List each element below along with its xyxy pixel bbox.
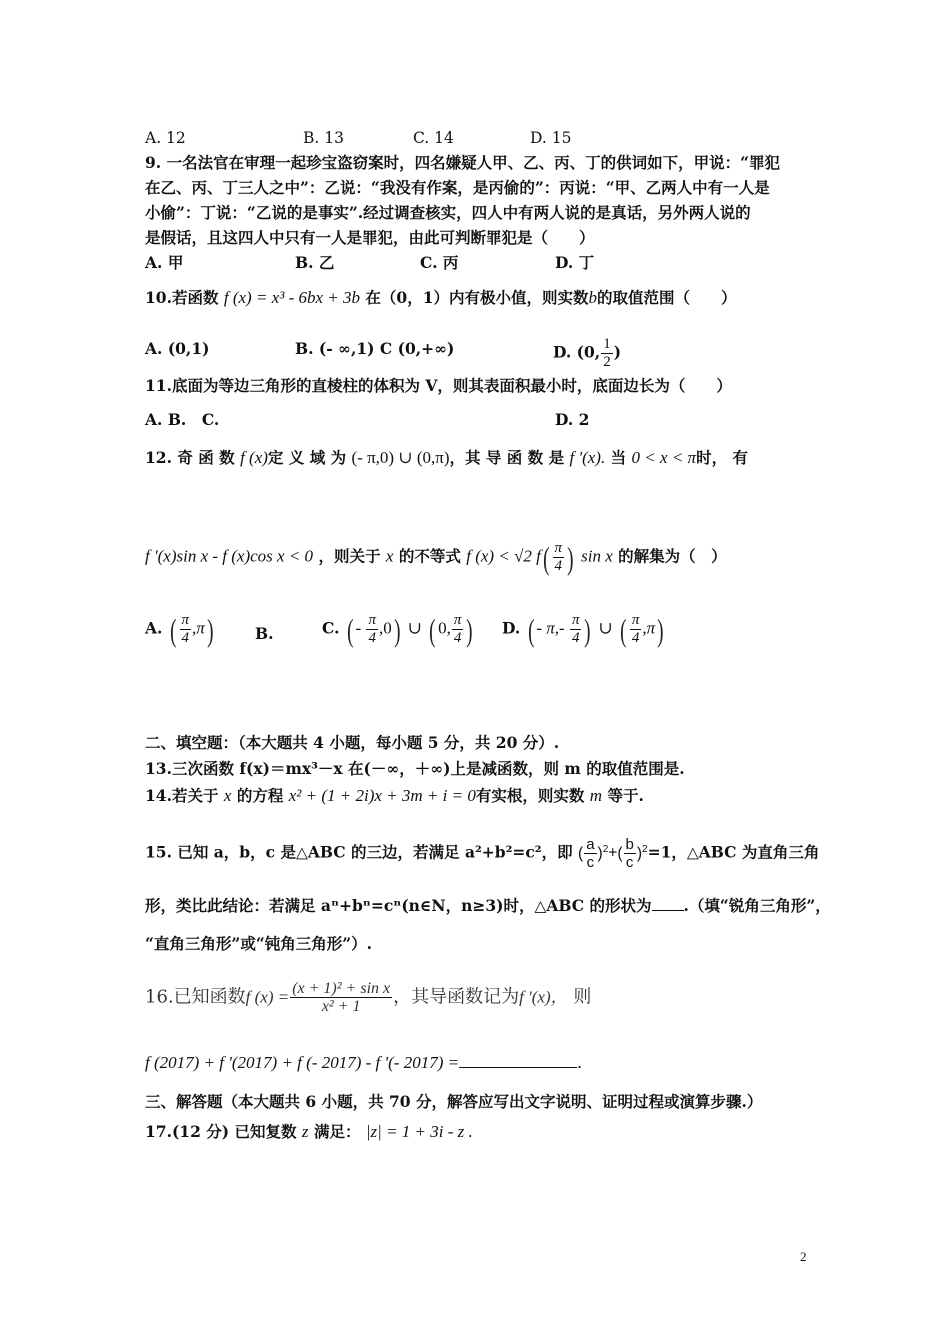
q12-option-b: B.: [255, 624, 274, 643]
q8-option-b: B. 13: [303, 129, 344, 147]
q16-expression: f (2017) + f '(2017) + f (- 2017) - f '(- 2017) =: [145, 1053, 460, 1072]
q12-option-c: [322, 612, 475, 647]
q15-plus: +: [608, 844, 618, 862]
q14-post: 有实根，则实数: [475, 786, 585, 805]
q12-l1-b: 定 义 域 为: [267, 448, 347, 467]
q15-pre: 15. 已知 a，b，c 是△ABC 的三边，若满足 a²+b²=c²，即: [145, 842, 573, 862]
section-2-heading: 二、填空题：（本大题共 4 小题，每小题 5 分，共 20 分）.: [145, 733, 560, 752]
q12-c2-four: 4: [453, 630, 462, 646]
q10-middle: 在（0，1）内有极小值，则实数: [365, 288, 589, 307]
q10-prefix: 10.若函数: [145, 288, 219, 307]
q12-option-a: [145, 612, 215, 647]
q10-option-d-open: D. (0,: [553, 342, 601, 362]
q11-option-d: D. 2: [555, 410, 590, 429]
page-number: 2: [800, 1249, 807, 1264]
q12-l1-e: 时， 有: [696, 448, 748, 467]
q14: [145, 786, 644, 806]
q15-answer-blank[interactable]: [652, 896, 684, 911]
q13: 13.三次函数 f(x)＝mx³－x 在(－∞，＋∞)上是减函数，则 m 的取值范围是.: [145, 759, 685, 778]
q12-l1-c: ，其 导 函 数 是: [449, 448, 565, 467]
q12-d2-tail: ,π: [642, 618, 656, 638]
q12-l1-domain: (- π,0) ∪ (0,π): [351, 448, 450, 467]
q12-c2-pre: 0,: [438, 618, 451, 638]
q14-mid: 的方程: [236, 786, 284, 805]
q16-post: 则: [573, 986, 592, 1008]
q12-l1-d: 当: [610, 448, 627, 467]
q15-b: b: [625, 836, 634, 853]
q9-line-1: 9. 一名法官在审理一起珍宝盗窃案时，四名嫌疑人甲、乙、丙、丁的供词如下，甲说：“罪犯: [145, 153, 780, 172]
q12-d-four: 4: [571, 630, 580, 646]
q10-function: f (x) = x³ - 6bx + 3b: [223, 288, 361, 307]
q15-frac2: ( $\frac{b}{c}$ )$^2$: [617, 836, 648, 871]
q12-d2-pi: π: [631, 612, 640, 628]
q12-d2-four: 4: [631, 630, 640, 646]
q10-stem: [145, 288, 737, 308]
q12-d-po: (: [527, 611, 535, 648]
q10-options: [145, 336, 785, 376]
q15-sq2: 2: [642, 843, 648, 855]
q12-l2-b: 的不等式: [398, 546, 461, 566]
q12-a-pc: ): [206, 611, 214, 648]
q15-line-3: “直角三角形”或“钝角三角形”）.: [145, 934, 373, 953]
q12-d2-po: (: [620, 611, 627, 648]
q9-line-3: 小偷”：丁说：“乙说的是事实”.经过调查核实，四人中有两人说的是真话，另外两人说的: [145, 203, 751, 222]
q14-pre: 14.若关于: [145, 786, 219, 805]
q12-d-pre: - π,-: [536, 618, 569, 638]
q10-option-bc: B. (- ∞,1) C (0,+∞): [295, 339, 455, 358]
q15-line-1: [145, 836, 819, 876]
q14-x: x: [223, 786, 232, 805]
q15-line-2: [145, 896, 831, 916]
q12-l2-x: x: [385, 546, 394, 566]
q15-a: a: [586, 836, 595, 853]
q12-line-2: [145, 540, 727, 590]
q15-l2-end: .（填“锐角三角形”，: [683, 896, 831, 915]
q12-l1-fprime: f '(x).: [569, 448, 606, 467]
q16-fx: f (x) =: [245, 987, 290, 1007]
q15-c2: c: [625, 854, 634, 871]
q12-a-label: A.: [145, 618, 163, 638]
q12-d-label: D.: [502, 618, 521, 638]
q11-option-abc: A. B. C.: [145, 410, 220, 429]
q12-l2-paren-open: (: [543, 539, 550, 576]
q11-stem: 11.底面为等边三角形的直棱柱的体积为 V，则其表面积最小时，底面边长为（ ）: [145, 376, 732, 395]
q16-end: .: [577, 1054, 583, 1072]
q12-l1-fx: f (x): [240, 448, 268, 467]
q12-a-four: 4: [181, 630, 189, 646]
q16-numerator: (x + 1)² + sin x: [292, 980, 391, 997]
q14-m: m: [589, 786, 603, 805]
q9-option-c: C. 丙: [420, 253, 459, 272]
q12-a-po: (: [169, 611, 177, 648]
q17-z: z: [301, 1122, 309, 1141]
q12-l2-expr: f '(x)sin x - f (x)cos x < 0: [145, 546, 314, 566]
q16-line-2: [145, 1053, 582, 1073]
q17-pre: 17.(12 分) 已知复数: [145, 1122, 297, 1141]
q17-equation: |z| = 1 + 3i - z .: [365, 1122, 473, 1141]
q15-sq1: 2: [602, 843, 609, 855]
q9-option-a: A. 甲: [145, 253, 184, 272]
q8-option-d: D. 15: [530, 129, 572, 147]
q12-c-pi: π: [368, 612, 376, 628]
q12-line-1: [145, 448, 748, 468]
q10-option-a: A. (0,1): [145, 339, 210, 358]
q12-l1-a: 12. 奇 函 数: [145, 448, 235, 467]
q12-l2-a: ，则关于: [318, 546, 381, 566]
q12-l2-pi: π: [554, 540, 563, 556]
q10-d-denominator: 2: [603, 354, 611, 370]
q12-d2-pc: ): [657, 611, 664, 648]
q12-c-pc: ): [393, 611, 401, 648]
q12-c2-pi: π: [453, 612, 462, 628]
q16-line-1: [145, 980, 591, 1024]
q15-c: c: [586, 854, 595, 871]
q12-l2-four: 4: [554, 558, 563, 574]
q16-fprime: f '(x)，: [519, 987, 568, 1007]
q10-suffix: 的取值范围（ ）: [597, 288, 737, 307]
q15-frac1: ( $\frac{a}{c}$ )$^2$: [578, 836, 609, 871]
q12-l2-ineq: f (x) < √2 f: [466, 546, 541, 566]
q16-answer-blank[interactable]: [459, 1053, 577, 1068]
q16-pre: 16.已知函数: [145, 986, 246, 1008]
q12-c-cup: ∪: [407, 618, 423, 638]
q12-option-d: [502, 612, 666, 647]
q12-c-label: C.: [322, 618, 340, 638]
q10-option-d: [553, 336, 621, 371]
q12-c-pre: -: [355, 618, 366, 638]
q12-a-pi: π: [181, 612, 190, 628]
q16-denominator: x² + 1: [321, 998, 361, 1015]
q10-option-d-close: ): [613, 342, 622, 362]
q12-c2-po: (: [429, 611, 436, 648]
q12-d-pc: ): [584, 611, 591, 648]
q14-equation: x² + (1 + 2i)x + 3m + i = 0: [288, 786, 476, 805]
q17: [145, 1122, 473, 1142]
q9-option-d: D. 丁: [555, 253, 595, 272]
q12-l1-ineq: 0 < x < π: [631, 448, 697, 467]
q12-l2-paren-close: ): [567, 539, 574, 576]
q12-l2-sin: sin x: [581, 546, 613, 566]
q15-eq: =1，△ABC 为直角三角: [647, 842, 820, 862]
q8-option-a: A. 12: [145, 129, 186, 147]
q12-c-po: (: [347, 611, 354, 648]
section-3-heading: 三、解答题（本大题共 6 小题，共 70 分，解答应写出文字说明、证明过程或演算步骤.）: [145, 1092, 763, 1111]
q16-mid: ，其导函数记为: [393, 986, 520, 1008]
q10-d-numerator: 1: [603, 336, 611, 352]
q12-c2-pc: ): [466, 611, 473, 648]
q12-c-tail: ,0: [378, 618, 392, 638]
q8-option-c: C. 14: [413, 129, 454, 147]
q9-option-b: B. 乙: [295, 253, 335, 272]
q12-options: [145, 612, 805, 662]
q12-l2-c: 的解集为（ ）: [618, 546, 727, 566]
q9-line-2: 在乙、丙、丁三人之中”：乙说：“我没有作案，是丙偷的”：丙说：“甲、乙两人中有一人是: [145, 178, 770, 197]
q17-mid: 满足：: [313, 1122, 361, 1141]
q12-d-pi: π: [571, 612, 580, 628]
q12-a-tail: ,π: [192, 618, 205, 638]
q15-l2: 形，类比此结论：若满足 aⁿ+bⁿ=cⁿ(n∈N，n≥3)时，△ABC 的形状为: [145, 896, 652, 915]
q14-end: 等于.: [607, 786, 644, 805]
q12-c-four: 4: [368, 630, 376, 646]
q10-var-b: b: [588, 288, 597, 307]
q12-d-cup: ∪: [598, 618, 613, 638]
q9-line-4: 是假话，且这四人中只有一人是罪犯，由此可判断罪犯是（ ）: [145, 228, 595, 247]
